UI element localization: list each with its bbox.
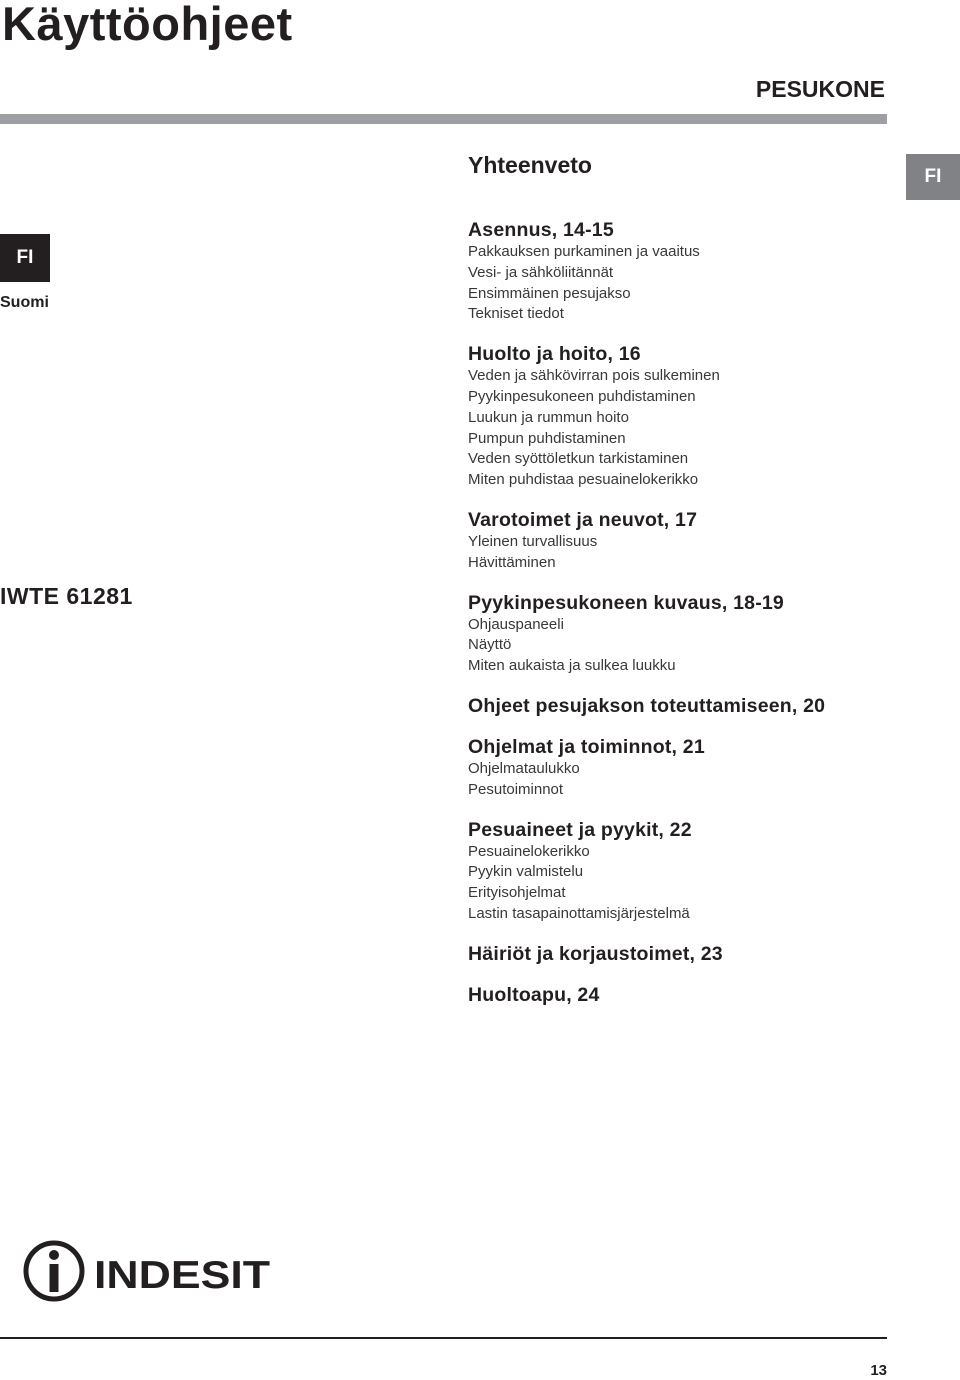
language-tab-right: FI: [906, 154, 960, 200]
page-number: 13: [870, 1362, 887, 1379]
toc-section-title: Varotoimet ja neuvot, 17: [468, 508, 698, 531]
toc-section: [468, 508, 928, 574]
bottom-divider: [0, 1337, 887, 1339]
toc-item: Yleinen turvallisuus: [468, 532, 598, 550]
toc-item: Pesutoiminnot: [468, 780, 564, 798]
toc-item: Miten puhdistaa pesuainelokerikko: [468, 471, 699, 489]
indesit-logo: [22, 1236, 272, 1306]
toc-section: [468, 983, 928, 1007]
toc-section-title: Ohjelmat ja toiminnot, 21: [468, 735, 705, 758]
toc-section: [468, 218, 928, 325]
toc-item: Ohjauspaneeli: [468, 615, 564, 633]
toc-item: Veden ja sähkövirran pois sulkeminen: [468, 367, 720, 385]
toc-section: [468, 942, 928, 966]
toc-item: Lastin tasapainottamisjärjestelmä: [468, 904, 690, 922]
toc-section-title: Huolto ja hoito, 16: [468, 343, 641, 366]
table-of-contents: [468, 218, 928, 1024]
toc-item: Veden syöttöletkun tarkistaminen: [468, 450, 689, 468]
model-number: IWTE 61281: [0, 583, 133, 609]
toc-section-title: Ohjeet pesujakson toteuttamiseen, 20: [468, 694, 826, 717]
toc-item: Näyttö: [468, 636, 512, 654]
toc-item: Vesi- ja sähköliitännät: [468, 263, 614, 281]
toc-section: [468, 591, 928, 677]
page-title: Käyttöohjeet: [2, 0, 293, 50]
toc-item: Luukun ja rummun hoito: [468, 408, 629, 426]
toc-item: Pumpun puhdistaminen: [468, 429, 626, 447]
toc-section-title: Huoltoapu, 24: [468, 983, 600, 1006]
toc-item: Ensimmäinen pesujakso: [468, 284, 631, 302]
toc-item: Ohjelmataulukko: [468, 759, 580, 777]
toc-section-title: Asennus, 14-15: [468, 219, 614, 241]
toc-section-title: Pesuaineet ja pyykit, 22: [468, 818, 692, 841]
product-type: PESUKONE: [755, 76, 885, 102]
toc-section-title: Häiriöt ja korjaustoimet, 23: [468, 942, 723, 965]
language-tab-left: FI: [0, 234, 50, 282]
toc-item: Pyykinpesukoneen puhdistaminen: [468, 387, 696, 405]
top-divider: [0, 114, 887, 124]
toc-item: Pesuainelokerikko: [468, 842, 590, 860]
toc-section: [468, 818, 928, 925]
toc-item: Pakkauksen purkaminen ja vaaitus: [468, 243, 700, 260]
toc-heading: Yhteenveto: [468, 152, 592, 178]
toc-item: Tekniset tiedot: [468, 305, 564, 323]
toc-section: [468, 342, 928, 491]
toc-section: [468, 694, 928, 718]
toc-section: [468, 735, 928, 801]
language-name: Suomi: [0, 294, 49, 311]
toc-section-title: Pyykinpesukoneen kuvaus, 18-19: [468, 591, 784, 614]
toc-item: Erityisohjelmat: [468, 884, 566, 902]
toc-item: Miten aukaista ja sulkea luukku: [468, 657, 676, 675]
toc-item: Hävittäminen: [468, 553, 556, 571]
brand-name: INDESIT: [94, 1254, 271, 1297]
toc-item: Pyykin valmistelu: [468, 863, 584, 881]
